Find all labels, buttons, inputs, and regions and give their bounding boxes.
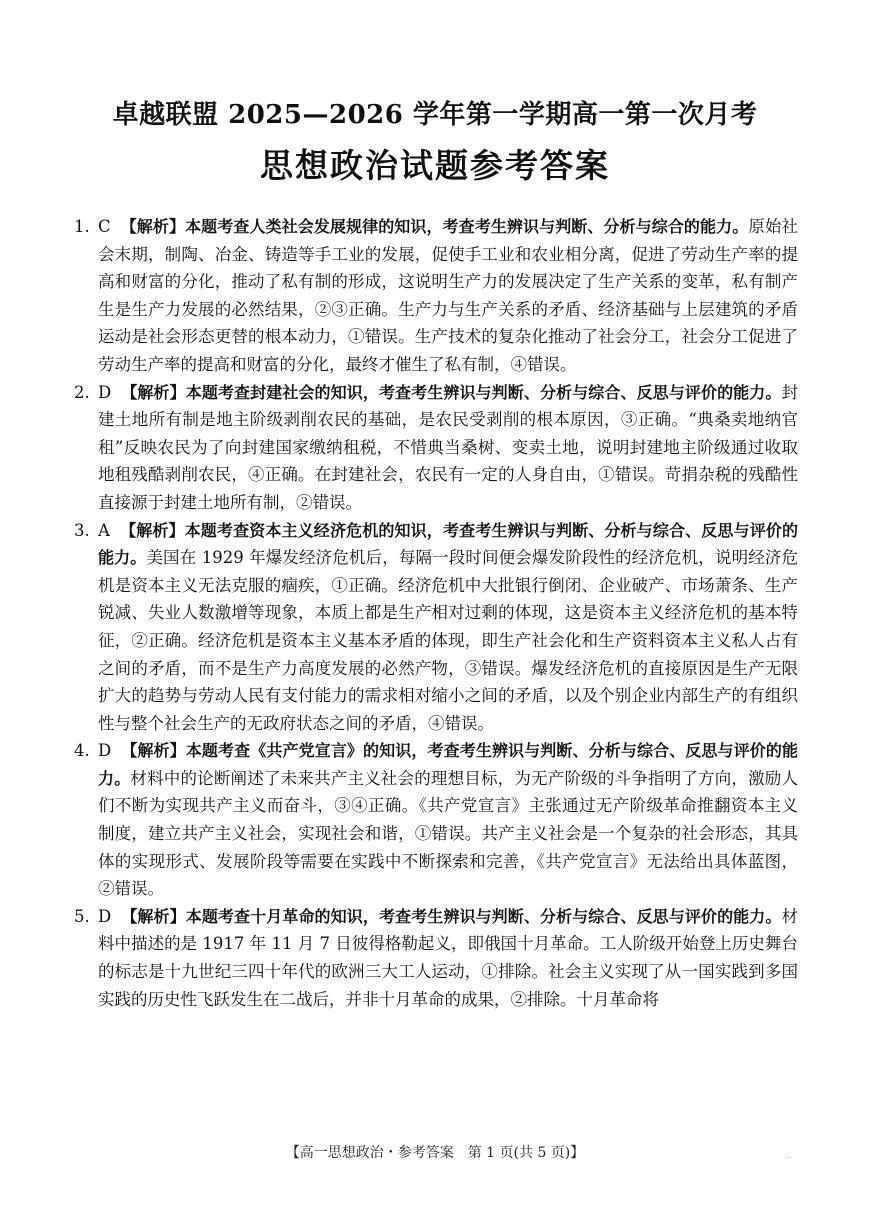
answer-item-5 (76, 903, 798, 1013)
answer-item-2 (76, 379, 798, 517)
analysis-body: 封建土地所有制是地主阶级剥削农民的基础，是农民受剥削的根本原因，③正确。“典桑卖地纳官租”反映农民为了向封建国家缴纳租税，不惜典当桑树、变卖土地，说明封建地主阶级通过收取地租残酷剥削农民，④正确。在封建社会，农民有一定的人身自由，①错误。苛捐杂税的残酷性直接源于封建土地所有制，②错误。 (98, 382, 798, 512)
item-number: 3. (74, 520, 90, 540)
item-number: 1. (74, 217, 90, 236)
answer-letter: C (98, 217, 111, 236)
analysis-body: 美国在 1929 年爆发经济危机后，每隔一段时间便会爆发阶段性的经济危机，说明经济危机是资本主义无法克服的痼疾，①正确。经济危机中大批银行倒闭、企业破产、市场萧条、生产锐减、失业人数激增等现象，本质上都是生产相对过剩的体现，这是资本主义经济危机的基本特征，②正确。经济危机是资本主义基本矛盾的体现，即生产社会化和生产资料资本主义私人占有之间的矛盾，而不是生产力高度发展的必然产物，③错误。爆发经济危机的直接原因是生产无限扩大的趋势与劳动人民有支付能力的需求相对缩小之间的矛盾，以及个别企业内部生产的有组织性与整个社会生产的无政府状态之间的矛盾，④错误。 (98, 548, 798, 733)
answer-letter: D (98, 741, 112, 761)
answer-item-4 (76, 737, 798, 903)
answer-letter: A (98, 520, 110, 540)
corner-mark: .. (785, 1150, 792, 1161)
item-number: 4. (74, 741, 90, 761)
analysis-lead: 【解析】本题考查封建社会的知识，考查考生辨识与判断、分析与综合、反思与评价的能力。 (121, 382, 782, 402)
analysis-lead: 【解析】本题考查《共产党宣言》的知识，考查考生辨识与判断、分析与综合、反思与评价的能力。 (98, 741, 798, 788)
analysis-body: 材料中描述的是 1917 年 11 月 7 日彼得格勒起义，即俄国十月革命。工人阶级开始登上历史舞台的标志是十九世纪三四十年代的欧洲三大工人运动，①排除。社会主义实现了从一国实践到多国实践的历史性飞跃发生在二战后，并非十月革命的成果，②排除。十月革命将 (98, 906, 798, 1009)
analysis-body: 原始社会末期，制陶、冶金、铸造等手工业的发展，促使手工业和农业相分离，促进了劳动生产率的提高和财富的分化，推动了私有制的形成，这说明生产力的发展决定了生产关系的变革，私有制产生是生产力发展的必然结果，②③正确。生产力与生产关系的矛盾、经济基础与上层建筑的矛盾运动是社会形态更替的根本动力，①错误。生产技术的复杂化推动了社会分工，社会分工促进了劳动生产率的提高和财富的分化，最终才催生了私有制，④错误。 (98, 217, 798, 374)
item-number: 5. (74, 906, 90, 926)
answer-item-3 (76, 517, 798, 738)
page-footer: 【高一思想政治・参考答案 第 1 页(共 5 页)】 (285, 1145, 585, 1161)
analysis-lead: 【解析】本题考查人类社会发展规律的知识，考查考生辨识与判断、分析与综合的能力。 (120, 217, 749, 236)
analysis-body: 材料中的论断阐述了未来共产主义社会的理想目标，为无产阶级的斗争指明了方向，激励人们不断为实现共产主义而奋斗，③④正确。《共产党宣言》主张通过无产阶级革命推翻资本主义制度，建立共产主义社会，实现社会和谐，①错误。共产主义社会是一个复杂的社会形态，其具体的实现形式、发展阶段等需要在实践中不断探索和完善，《共产党宣言》无法给出具体蓝图，②错误。 (98, 768, 798, 899)
answer-item-1 (76, 213, 798, 379)
analysis-lead: 【解析】本题考查资本主义经济危机的知识，考查考生辨识与判断、分析与综合、反思与评价的能力。 (98, 520, 798, 568)
answer-letter: D (98, 906, 112, 926)
answer-letter: D (98, 382, 112, 402)
document-subtitle: 思想政治试题参考答案 (260, 146, 610, 185)
answer-list (76, 213, 798, 1013)
item-number: 2. (74, 382, 90, 402)
exam-title: 卓越联盟 2025—2026 学年第一学期高一第一次月考 (112, 100, 758, 130)
analysis-lead: 【解析】本题考查十月革命的知识，考查考生辨识与判断、分析与综合、反思与评价的能力。 (121, 906, 782, 926)
